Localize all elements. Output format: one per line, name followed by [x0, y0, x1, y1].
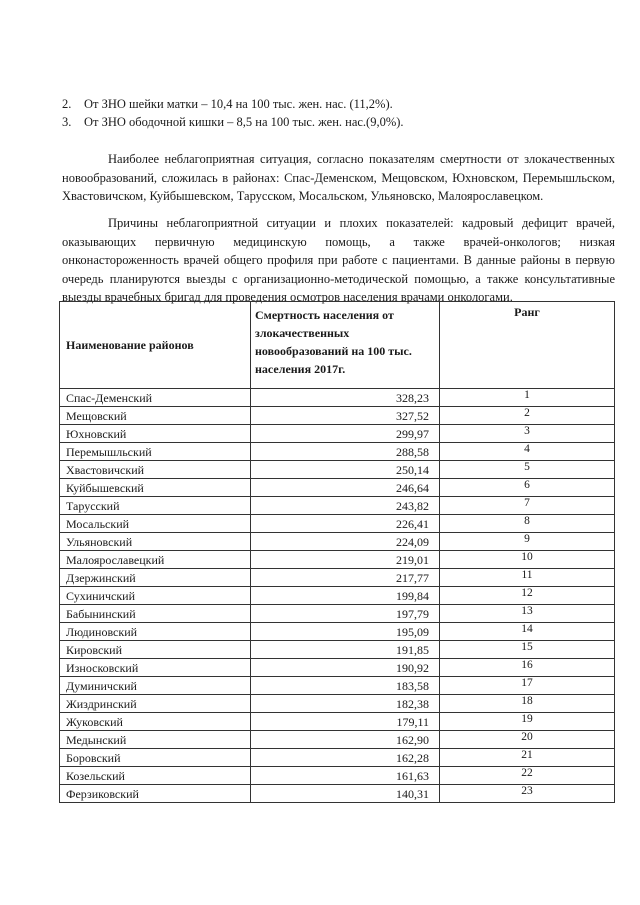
- table-row: [60, 641, 615, 659]
- district-name-cell: Перемышльский: [60, 443, 251, 461]
- table-row: [60, 695, 615, 713]
- district-name-cell: Малоярославецкий: [60, 551, 251, 569]
- list-item-text: От ЗНО ободочной кишки – 8,5 на 100 тыс. жен. нас.(9,0%).: [84, 115, 404, 129]
- header-district-name: Наименование районов: [60, 302, 251, 389]
- mortality-findings-list: [62, 95, 404, 131]
- rank-cell: 23: [440, 785, 615, 803]
- rank-cell: 21: [440, 749, 615, 767]
- rank-cell: 1: [440, 389, 615, 407]
- district-mortality-table: [59, 301, 615, 803]
- district-name-cell: Сухиничский: [60, 587, 251, 605]
- mortality-cell: 327,52: [251, 407, 440, 425]
- table-header-row: [60, 302, 615, 389]
- table-row: [60, 515, 615, 533]
- rank-cell: 5: [440, 461, 615, 479]
- table-row: [60, 785, 615, 803]
- district-name-cell: Жиздринский: [60, 695, 251, 713]
- mortality-cell: 140,31: [251, 785, 440, 803]
- mortality-cell: 183,58: [251, 677, 440, 695]
- mortality-cell: 191,85: [251, 641, 440, 659]
- table-row: [60, 551, 615, 569]
- district-name-cell: Куйбышевский: [60, 479, 251, 497]
- rank-cell: 10: [440, 551, 615, 569]
- district-name-cell: Думиничский: [60, 677, 251, 695]
- rank-cell: 18: [440, 695, 615, 713]
- mortality-cell: 217,77: [251, 569, 440, 587]
- list-item: [62, 95, 404, 113]
- list-item-text: От ЗНО шейки матки – 10,4 на 100 тыс. жен. нас. (11,2%).: [84, 97, 393, 111]
- district-name-cell: Мосальский: [60, 515, 251, 533]
- district-name-cell: Козельский: [60, 767, 251, 785]
- district-name-cell: Людиновский: [60, 623, 251, 641]
- rank-cell: 14: [440, 623, 615, 641]
- mortality-cell: 246,64: [251, 479, 440, 497]
- district-name-cell: Износковский: [60, 659, 251, 677]
- rank-cell: 16: [440, 659, 615, 677]
- table-row: [60, 659, 615, 677]
- rank-cell: 15: [440, 641, 615, 659]
- rank-cell: 3: [440, 425, 615, 443]
- district-name-cell: Боровский: [60, 749, 251, 767]
- table-row: [60, 461, 615, 479]
- unfavorable-districts-paragraph: Наиболее неблагоприятная ситуация, согласно показателям смертности от злокачественных новообразований, сложилась в районах: Спас-Деменском, Мещовском, Юхновском, Перемышльском, Хвастовичском, Куйбышевском, Тарусском, Мосальском, Ульяновско, Малоярославецком.: [62, 152, 615, 203]
- table-row: [60, 479, 615, 497]
- list-item: [62, 113, 404, 131]
- mortality-cell: 197,79: [251, 605, 440, 623]
- rank-cell: 17: [440, 677, 615, 695]
- rank-cell: 4: [440, 443, 615, 461]
- table-row: [60, 731, 615, 749]
- mortality-cell: 288,58: [251, 443, 440, 461]
- mortality-cell: 182,38: [251, 695, 440, 713]
- table-row: [60, 677, 615, 695]
- rank-cell: 20: [440, 731, 615, 749]
- rank-cell: 11: [440, 569, 615, 587]
- district-name-cell: Спас-Деменский: [60, 389, 251, 407]
- district-name-cell: Ульяновский: [60, 533, 251, 551]
- mortality-cell: 161,63: [251, 767, 440, 785]
- mortality-cell: 190,92: [251, 659, 440, 677]
- mortality-cell: 243,82: [251, 497, 440, 515]
- mortality-cell: 199,84: [251, 587, 440, 605]
- rank-cell: 7: [440, 497, 615, 515]
- rank-cell: 19: [440, 713, 615, 731]
- rank-cell: 13: [440, 605, 615, 623]
- mortality-cell: 195,09: [251, 623, 440, 641]
- district-name-cell: Бабынинский: [60, 605, 251, 623]
- rank-cell: 6: [440, 479, 615, 497]
- table-row: [60, 443, 615, 461]
- table-row: [60, 569, 615, 587]
- mortality-cell: 226,41: [251, 515, 440, 533]
- table-row: [60, 713, 615, 731]
- table-row: [60, 425, 615, 443]
- list-item-number: 3.: [62, 115, 72, 129]
- district-name-cell: Дзержинский: [60, 569, 251, 587]
- header-mortality: Смертность населения от злокачественных новообразований на 100 тыс. населения 2017г.: [251, 302, 440, 389]
- causes-paragraph: Причины неблагоприятной ситуации и плохих показателей: кадровый дефицит врачей, оказывающих первичную медицинскую помощь, а также врачей-онкологов; низкая онконастороженность врачей общего профиля при работе с пациентами. В данные районы в первую очередь планируются выезды с организационно-методической помощью, а также консультативные выезды врачебных бригад для проведения осмотров населения врачами онкологами.: [62, 216, 615, 304]
- table-row: [60, 749, 615, 767]
- mortality-cell: 328,23: [251, 389, 440, 407]
- mortality-cell: 162,90: [251, 731, 440, 749]
- table-row: [60, 623, 615, 641]
- district-name-cell: Мещовский: [60, 407, 251, 425]
- mortality-cell: 299,97: [251, 425, 440, 443]
- district-name-cell: Жуковский: [60, 713, 251, 731]
- rank-cell: 2: [440, 407, 615, 425]
- table-row: [60, 407, 615, 425]
- mortality-cell: 224,09: [251, 533, 440, 551]
- district-name-cell: Хвастовичский: [60, 461, 251, 479]
- district-name-cell: Кировский: [60, 641, 251, 659]
- table-row: [60, 533, 615, 551]
- rank-cell: 22: [440, 767, 615, 785]
- table-row: [60, 605, 615, 623]
- list-item-number: 2.: [62, 97, 72, 111]
- rank-cell: 9: [440, 533, 615, 551]
- district-name-cell: Юхновский: [60, 425, 251, 443]
- mortality-cell: 162,28: [251, 749, 440, 767]
- rank-cell: 12: [440, 587, 615, 605]
- table-body: [60, 389, 615, 803]
- district-name-cell: Медынский: [60, 731, 251, 749]
- table-row: [60, 767, 615, 785]
- table-row: [60, 389, 615, 407]
- rank-cell: 8: [440, 515, 615, 533]
- header-rank: Ранг: [440, 302, 615, 389]
- mortality-cell: 250,14: [251, 461, 440, 479]
- district-name-cell: Тарусский: [60, 497, 251, 515]
- table-row: [60, 587, 615, 605]
- district-name-cell: Ферзиковский: [60, 785, 251, 803]
- mortality-cell: 179,11: [251, 713, 440, 731]
- mortality-cell: 219,01: [251, 551, 440, 569]
- table-row: [60, 497, 615, 515]
